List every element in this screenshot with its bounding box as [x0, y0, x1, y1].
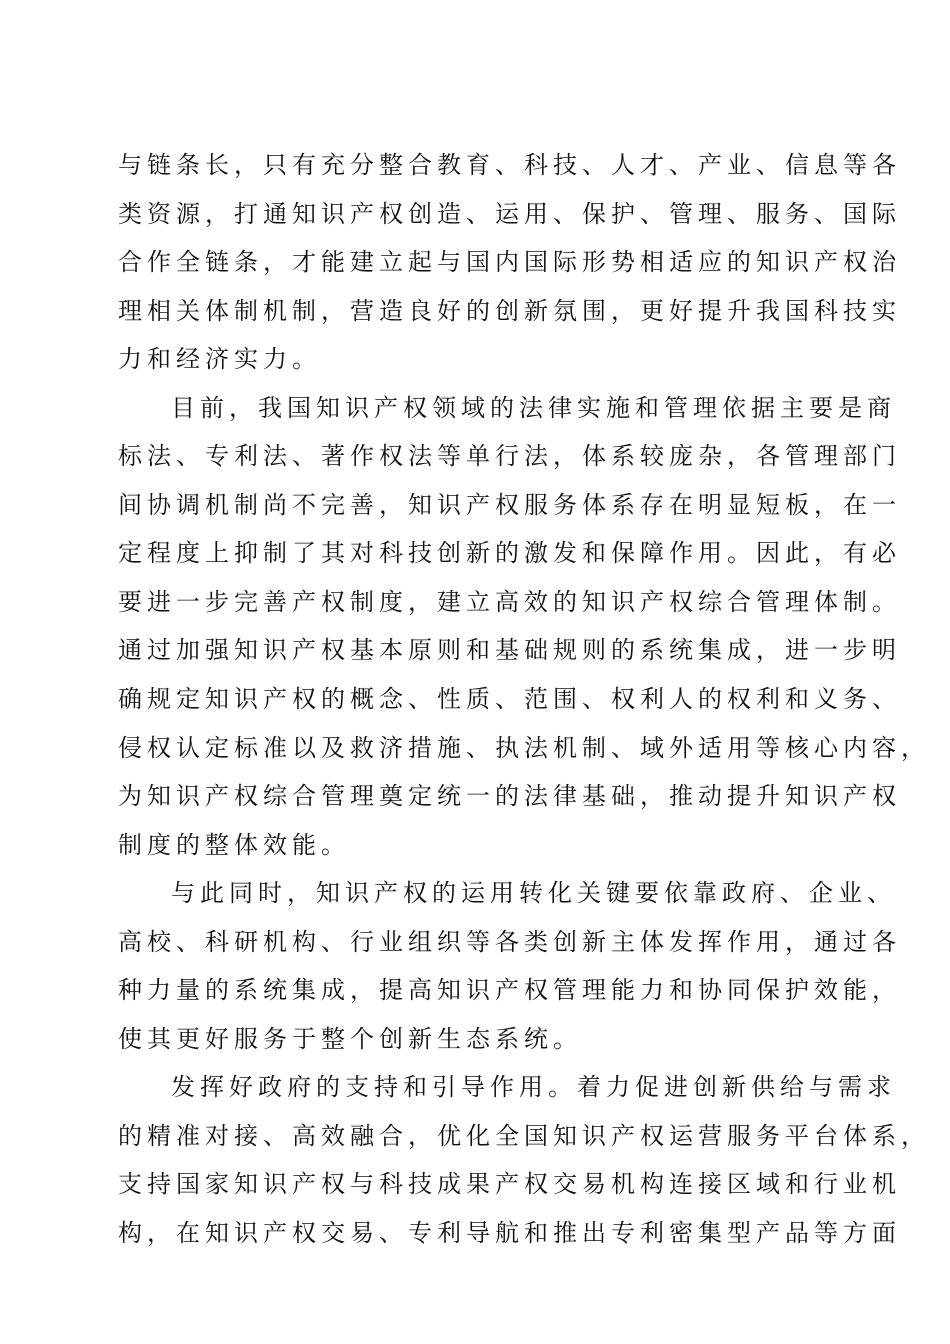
- text-line: 制度的整体效能。: [118, 830, 350, 859]
- text-line: 构，在知识产权交易、专利导航和推出专利密集型产品等方面: [118, 1219, 901, 1248]
- text-line: 通过加强知识产权基本原则和基础规则的系统集成，进一步明: [118, 636, 901, 665]
- text-line: 与链条长，只有充分整合教育、科技、人才、产业、信息等各: [118, 151, 901, 179]
- text-line: 定程度上抑制了其对科技创新的激发和保障作用。因此，有必: [118, 539, 901, 568]
- text-line: 目前，我国知识产权领域的法律实施和管理依据主要是商: [171, 393, 896, 422]
- paragraph-3: [118, 869, 901, 1063]
- text-line: 的精准对接、高效融合，优化全国知识产权运营服务平台体系，: [118, 1121, 930, 1150]
- text-line: 发挥好政府的支持和引导作用。着力促进创新供给与需求: [171, 1073, 896, 1102]
- text-line: 使其更好服务于整个创新生态系统。: [118, 1024, 582, 1053]
- text-line: 确规定知识产权的概念、性质、范围、权利人的权利和义务、: [118, 685, 901, 714]
- text-line: 合作全链条，才能建立起与国内国际形势相适应的知识产权治: [118, 248, 901, 277]
- text-line: 要进一步完善产权制度，建立高效的知识产权综合管理体制。: [118, 587, 901, 616]
- text-line: 为知识产权综合管理奠定统一的法律基础，推动提升知识产权: [118, 782, 901, 811]
- text-line: 力和经济实力。: [118, 345, 321, 374]
- text-line: 标法、专利法、著作权法等单行法，体系较庞杂，各管理部门: [118, 442, 901, 471]
- text-line: 间协调机制尚不完善，知识产权服务体系存在明显短板，在一: [118, 490, 901, 519]
- paragraph-1: [118, 141, 901, 384]
- text-line: 高校、科研机构、行业组织等各类创新主体发挥作用，通过各: [118, 927, 901, 956]
- paragraph-2: [118, 384, 930, 869]
- text-line: 支持国家知识产权与科技成果产权交易机构连接区域和行业机: [118, 1170, 901, 1199]
- paragraph-4: [118, 1063, 930, 1257]
- text-line: 侵权认定标准以及救济措施、执法机制、域外适用等核心内容，: [118, 733, 930, 762]
- text-line: 类资源，打通知识产权创造、运用、保护、管理、服务、国际: [118, 199, 901, 228]
- text-line: 与此同时，知识产权的运用转化关键要依靠政府、企业、: [171, 879, 896, 908]
- text-line: 理相关体制机制，营造良好的创新氛围，更好提升我国科技实: [118, 296, 901, 325]
- document-body: [118, 141, 930, 1258]
- text-line: 种力量的系统集成，提高知识产权管理能力和协同保护效能，: [118, 976, 901, 1005]
